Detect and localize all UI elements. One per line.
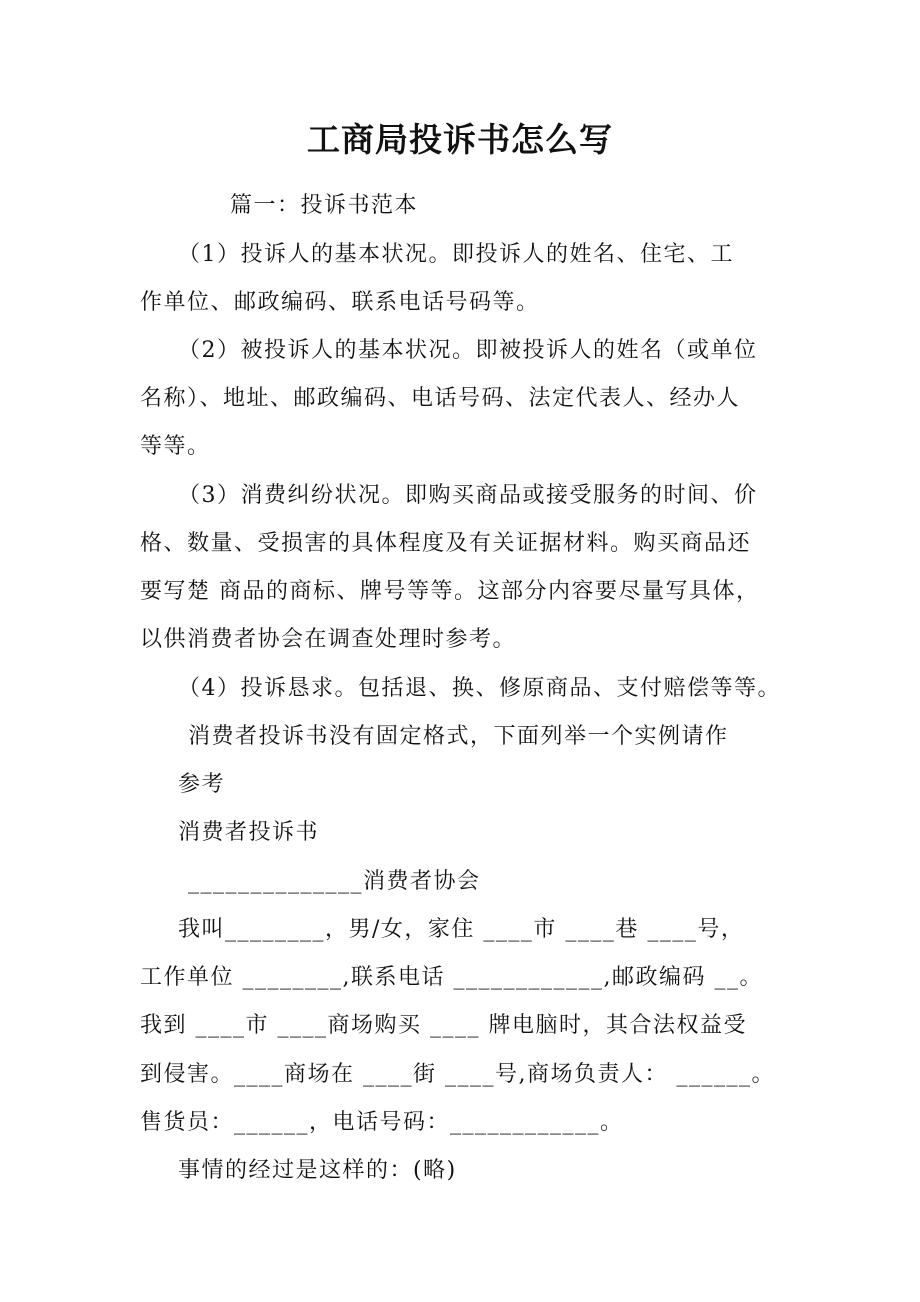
paragraph-line: 事情的经过是这样的：(略)	[178, 1158, 457, 1183]
paragraph-line: 消费者投诉书	[178, 820, 320, 845]
paragraph-line: 篇一：投诉书范本	[230, 193, 419, 218]
paragraph-line: 等等。	[140, 434, 211, 459]
paragraph-line: 我到 ____市 ____商场购买 ____ 牌电脑时，其合法权益受	[140, 1013, 747, 1038]
paragraph-line: （1）投诉人的基本状况。即投诉人的姓名、住宅、工	[178, 242, 734, 267]
paragraph-line: 参考	[178, 772, 226, 797]
paragraph-line: 名称）、地址、邮政编码、电话号码、法定代表人、经办人	[140, 386, 741, 411]
paragraph-line: （4）投诉恳求。包括退、换、修原商品、支付赔偿等等。	[178, 676, 781, 701]
paragraph-line: 格、数量、受损害的具体程度及有关证据材料。购买商品还	[140, 531, 752, 556]
paragraph-line: 消费者投诉书没有固定格式，下面列举一个实例请作	[188, 724, 729, 749]
paragraph-line: 到侵害。____商场在 ____街 ____号,商场负责人： ______。	[140, 1062, 775, 1087]
paragraph-line: （3）消费纠纷状况。即购买商品或接受服务的时间、价	[178, 483, 758, 508]
document-title: 工商局投诉书怎么写	[307, 120, 613, 159]
paragraph-line: 以供消费者协会在调查处理时参考。	[140, 627, 517, 652]
paragraph-line: 售货员：______，电话号码：____________。	[140, 1110, 624, 1135]
paragraph-line: 要写楚 商品的商标、牌号等等。这部分内容要尽量写具体，	[140, 579, 760, 604]
paragraph-line: （2）被投诉人的基本状况。即被投诉人的姓名（或单位	[178, 338, 758, 363]
paragraph-line: ______________消费者协会	[188, 869, 481, 894]
paragraph-line: 工作单位 ________,联系电话 ____________,邮政编码 __。	[140, 965, 763, 990]
paragraph-line: 我叫________，男/女，家住 ____市 ____巷 ____号，	[178, 917, 745, 942]
paragraph-line: 作单位、邮政编码、联系电话号码等。	[140, 290, 540, 315]
